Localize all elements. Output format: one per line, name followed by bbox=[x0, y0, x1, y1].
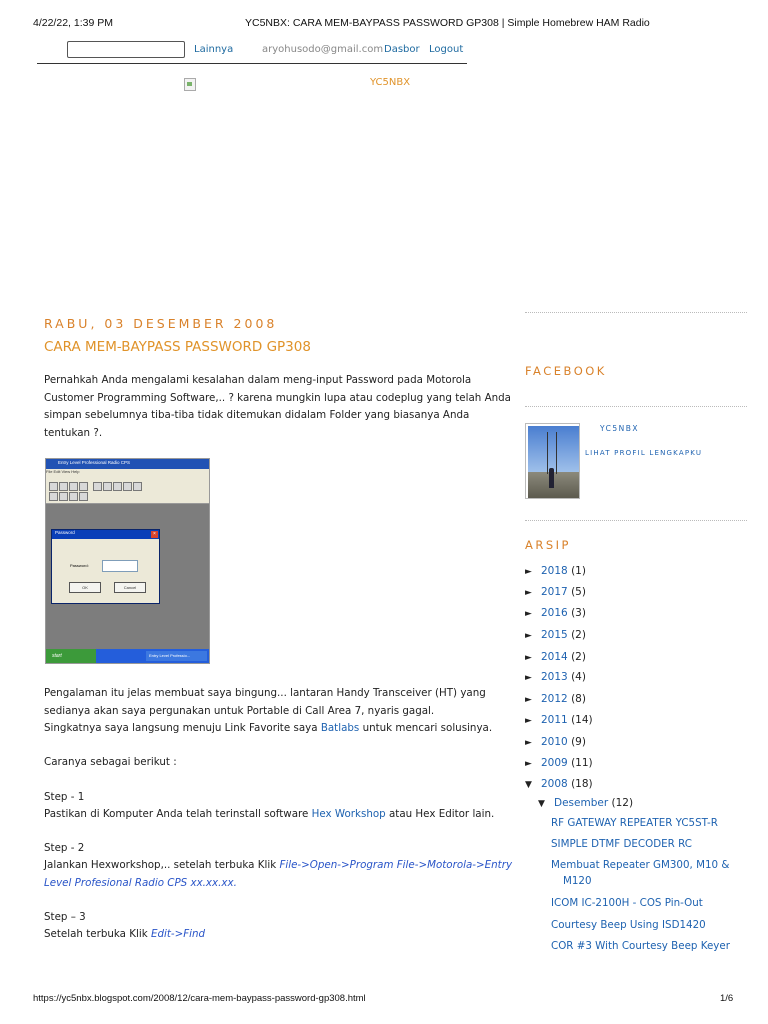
expand-toggle-icon[interactable]: ► bbox=[525, 759, 532, 769]
print-url: https://yc5nbx.blogspot.com/2008/12/cara-mem-baypass-password-gp308.html bbox=[33, 993, 366, 1004]
step3-title: Step – 3 bbox=[44, 911, 86, 923]
profile-full-link[interactable]: LIHAT PROFIL LENGKAPKU bbox=[585, 449, 703, 457]
archive-year-item[interactable]: ► 2010 (9) bbox=[525, 736, 586, 748]
close-icon: × bbox=[151, 531, 158, 538]
step2-text: Jalankan Hexworkshop,.. setelah terbuka Klik File->Open->Program File->Motorola->Entry Level Profesional Radio CPS xx.xx.xx. bbox=[44, 859, 513, 889]
toolbar-new-icon bbox=[49, 482, 58, 491]
archive-post-link[interactable]: ICOM IC-2100H - COS Pin-Out bbox=[551, 897, 703, 909]
sidebar-divider bbox=[525, 520, 747, 521]
toolbar-open-icon bbox=[59, 482, 68, 491]
archive-year-item[interactable]: ► 2012 (8) bbox=[525, 693, 586, 705]
step2-menu-path: File->Open->Program File->Motorola->Entry Level Profesional Radio CPS xx.xx.xx. bbox=[44, 859, 513, 889]
post-date: RABU, 03 DESEMBER 2008 bbox=[44, 316, 278, 331]
archive-post-link[interactable]: RF GATEWAY REPEATER YC5ST-R bbox=[551, 817, 718, 829]
dialog-titlebar bbox=[52, 530, 159, 539]
navbar-more-link[interactable]: Lainnya bbox=[194, 44, 234, 55]
archive-year-item[interactable]: ► 2015 (2) bbox=[525, 629, 586, 641]
archive-year-item[interactable]: ► 2016 (3) bbox=[525, 607, 586, 619]
step2-title: Step - 2 bbox=[44, 842, 85, 854]
expand-toggle-icon[interactable]: ► bbox=[525, 673, 532, 683]
screenshot-toolbar bbox=[46, 477, 209, 504]
profile-photo[interactable] bbox=[525, 423, 580, 499]
toolbar-cut-icon bbox=[79, 482, 88, 491]
print-datetime: 4/22/22, 1:39 PM bbox=[33, 17, 113, 29]
sidebar-divider bbox=[525, 312, 747, 313]
profile-name[interactable]: YC5NBX bbox=[600, 424, 640, 433]
archive-year-item[interactable]: ► 2018 (1) bbox=[525, 565, 586, 577]
post-experience-2: Singkatnya saya langsung menuju Link Favorite saya Batlabs untuk mencari solusinya. bbox=[44, 722, 493, 734]
password-dialog bbox=[51, 529, 160, 604]
dialog-ok-button: OK bbox=[69, 582, 101, 593]
print-page-number: 1/6 bbox=[720, 993, 734, 1004]
print-page-title: YC5NBX: CARA MEM-BAYPASS PASSWORD GP308 | Simple Homebrew HAM Radio bbox=[245, 17, 650, 29]
dialog-password-input bbox=[102, 560, 138, 572]
sidebar-divider bbox=[525, 406, 747, 407]
navbar-logout-link[interactable]: Logout bbox=[429, 44, 464, 55]
toolbar-copy-icon bbox=[93, 482, 102, 491]
screenshot-menubar: File Edit View Help bbox=[46, 469, 209, 477]
archive-post-link[interactable]: Courtesy Beep Using ISD1420 bbox=[551, 919, 706, 931]
post-how: Caranya sebagai berikut : bbox=[44, 756, 177, 768]
archive-post-link[interactable]: Membuat Repeater GM300, M10 & M120 bbox=[551, 859, 730, 887]
collapse-toggle-icon[interactable]: ▼ bbox=[538, 799, 545, 809]
expand-toggle-icon[interactable]: ► bbox=[525, 738, 532, 748]
toolbar-help-icon bbox=[133, 482, 142, 491]
screenshot-taskbar bbox=[46, 649, 209, 663]
archive-post-link[interactable]: COR #3 With Courtesy Beep Keyer bbox=[551, 940, 730, 952]
screenshot-task-item: Entry Level Professio... bbox=[146, 651, 207, 661]
dialog-cancel-button: Cancel bbox=[114, 582, 146, 593]
toolbar-view-icon bbox=[49, 492, 58, 501]
archive-year-item[interactable]: ► 2011 (14) bbox=[525, 714, 593, 726]
toolbar-paste-icon bbox=[103, 482, 112, 491]
navbar-dashboard-link[interactable]: Dasbor bbox=[384, 44, 420, 55]
archive-post-link[interactable]: SIMPLE DTMF DECODER RC bbox=[551, 838, 692, 850]
step3-text: Setelah terbuka Klik Edit->Find bbox=[44, 928, 206, 940]
expand-toggle-icon[interactable]: ► bbox=[525, 609, 532, 619]
broken-image-icon bbox=[184, 78, 196, 91]
navbar-search-input[interactable] bbox=[67, 41, 185, 58]
screenshot-titlebar bbox=[46, 459, 209, 469]
toolbar-list-icon bbox=[69, 492, 78, 501]
step3-menu-path: Edit->Find bbox=[150, 928, 206, 940]
screenshot-window-title: Entry Level Professional Radio CPS bbox=[58, 460, 131, 465]
batlabs-link[interactable]: Batlabs bbox=[320, 722, 360, 734]
toolbar-save-icon bbox=[69, 482, 78, 491]
expand-toggle-icon[interactable]: ► bbox=[525, 631, 532, 641]
post-title[interactable]: CARA MEM-BAYPASS PASSWORD GP308 bbox=[44, 339, 311, 355]
archive-year-item[interactable]: ► 2013 (4) bbox=[525, 671, 586, 683]
dialog-field-label: Password: bbox=[70, 563, 89, 568]
toolbar-grid-icon bbox=[59, 492, 68, 501]
archive-heading: ARSIP bbox=[525, 538, 571, 552]
expand-toggle-icon[interactable]: ► bbox=[525, 716, 532, 726]
archive-year-item[interactable]: ▼ 2008 (18) bbox=[525, 778, 593, 790]
navbar-user-email: aryohusodo@gmail.com bbox=[262, 44, 384, 55]
screenshot-start-button: start bbox=[46, 649, 96, 663]
expand-toggle-icon[interactable]: ► bbox=[525, 695, 532, 705]
dialog-title: Password bbox=[55, 530, 75, 535]
expand-toggle-icon[interactable]: ► bbox=[525, 653, 532, 663]
blog-title[interactable]: YC5NBX bbox=[370, 77, 411, 88]
collapse-toggle-icon[interactable]: ▼ bbox=[525, 780, 532, 790]
hex-workshop-link[interactable]: Hex Workshop bbox=[311, 808, 386, 820]
toolbar-read-icon bbox=[113, 482, 122, 491]
expand-toggle-icon[interactable]: ► bbox=[525, 588, 532, 598]
archive-year-item[interactable]: ► 2014 (2) bbox=[525, 651, 586, 663]
facebook-heading: FACEBOOK bbox=[525, 364, 607, 378]
post-experience-1: Pengalaman itu jelas membuat saya bingung... lantaran Handy Transceiver (HT) yang sedianya akan saya pergunakan untuk Portable di Call Area 7, nyaris gagal. bbox=[44, 687, 486, 717]
archive-year-item[interactable]: ► 2009 (11) bbox=[525, 757, 593, 769]
step1-title: Step - 1 bbox=[44, 791, 85, 803]
toolbar-print-icon bbox=[79, 492, 88, 501]
expand-toggle-icon[interactable]: ► bbox=[525, 567, 532, 577]
post-intro: Pernahkah Anda mengalami kesalahan dalam meng-input Password pada Motorola Customer Programming Software,.. ? karena mungkin lupa atau codeplug yang telah Anda simpan sebelumnya tiba-tiba tidak ditemukan didalam Folder yang biasanya Anda tentukan ?. bbox=[44, 374, 511, 439]
toolbar-write-icon bbox=[123, 482, 132, 491]
archive-month-item[interactable]: ▼ Desember (12) bbox=[538, 797, 634, 809]
navbar-divider bbox=[37, 63, 467, 64]
archive-year-item[interactable]: ► 2017 (5) bbox=[525, 586, 586, 598]
post-screenshot-image bbox=[45, 458, 210, 664]
step1-text: Pastikan di Komputer Anda telah terinstall software Hex Workshop atau Hex Editor lain. bbox=[44, 808, 495, 820]
